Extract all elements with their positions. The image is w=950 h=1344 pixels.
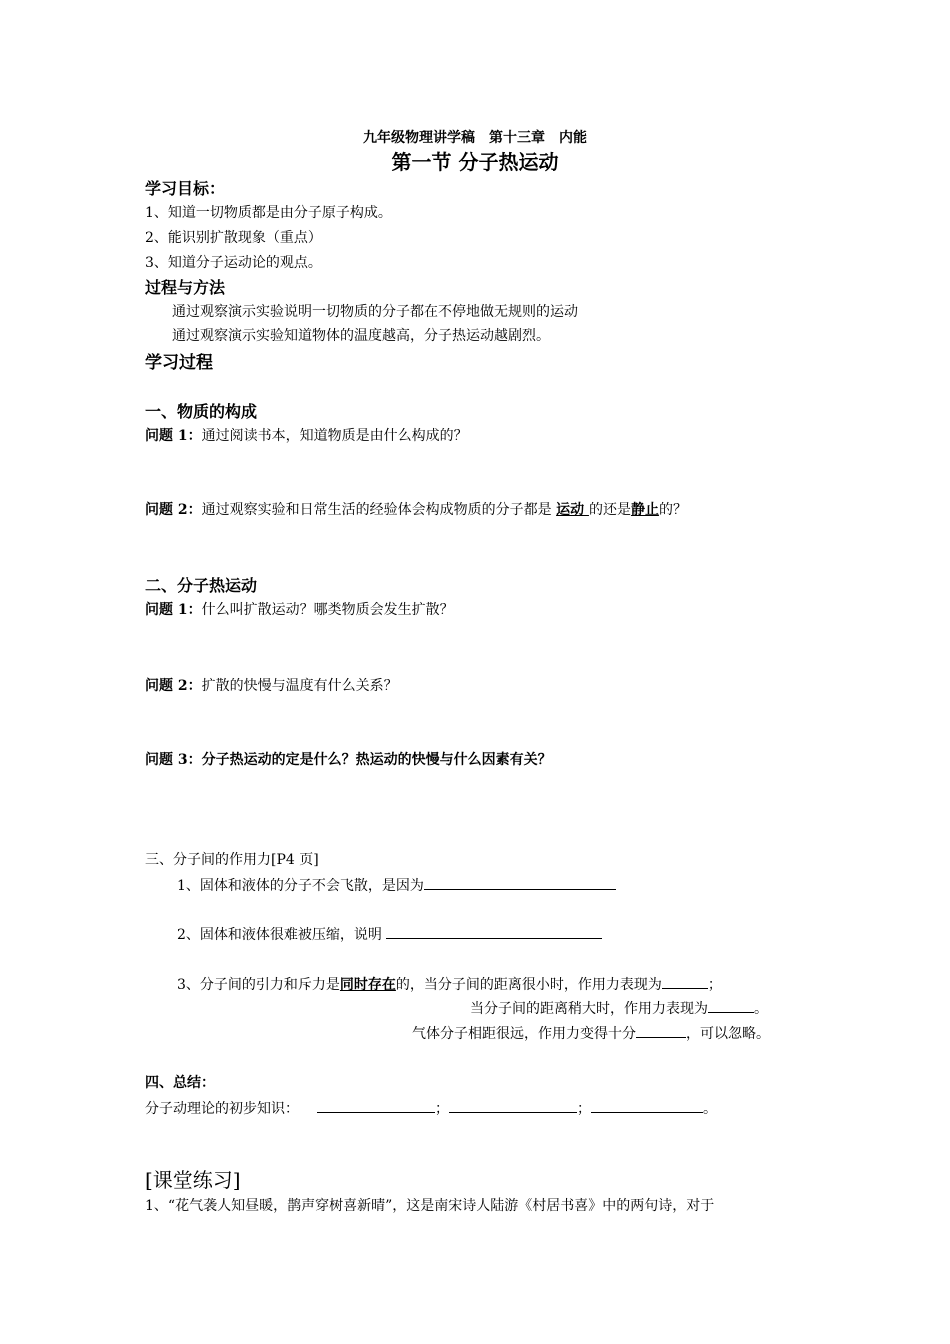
- answer-blank[interactable]: [449, 1098, 577, 1113]
- item-text: 1、固体和液体的分子不会飞散，是因为: [177, 878, 424, 894]
- objective-item: 3、知道分子运动论的观点。: [145, 255, 322, 271]
- answer-blank[interactable]: [662, 974, 708, 989]
- practice-item1: 1、“花气袭人知昼暖，鹊声穿树喜新晴”，这是南宋诗人陆游《村居书喜》中的两句诗，对于: [145, 1198, 715, 1214]
- item-text: ，可以忽略。: [686, 1026, 770, 1042]
- process-heading: 学习过程: [145, 353, 213, 373]
- item-text: 。: [754, 1001, 768, 1017]
- objective-item: 2、能识别扩散现象（重点）: [145, 230, 322, 246]
- section1-question2: [145, 500, 687, 520]
- section3-item2: [177, 924, 602, 945]
- answer-blank[interactable]: [708, 998, 754, 1013]
- item-text: 分子动理论的初步知识：: [145, 1101, 299, 1117]
- question-label: 问题 2：: [145, 502, 202, 518]
- question-label: 问题 1：: [145, 602, 202, 618]
- section2-question2: [145, 676, 398, 696]
- answer-blank[interactable]: [591, 1098, 703, 1113]
- section3-item3-line3: [412, 1023, 770, 1044]
- section4-summary: [145, 1098, 717, 1119]
- objectives-heading: 学习目标：: [145, 179, 226, 198]
- section3-heading: 三、分子间的作用力[P4 页]: [145, 852, 319, 868]
- answer-static: 静止: [630, 502, 659, 518]
- item-text: 当分子间的距离稍大时，作用力表现为: [470, 1001, 708, 1017]
- question-text: 的？: [658, 502, 687, 518]
- question-text: 通过阅读书本，知道物质是由什么构成的？: [201, 428, 468, 444]
- section2-heading: 二、分子热运动: [145, 576, 258, 595]
- item-text: ；: [707, 977, 722, 993]
- question-text: 什么叫扩散运动？哪类物质会发生扩散？: [201, 602, 454, 618]
- question-text: 通过观察实验和日常生活的经验体会构成物质的分子都是: [201, 502, 557, 518]
- item-text: 的，当分子间的距离很小时，作用力表现为: [395, 977, 662, 993]
- section2-question3: 问题 3：分子热运动的定是什么？热运动的快慢与什么因素有关？: [145, 752, 552, 768]
- item-text: 。: [703, 1101, 717, 1117]
- practice-heading: [课堂练习]: [145, 1168, 241, 1192]
- section4-heading: 四、总结：: [145, 1075, 215, 1091]
- question-label: 问题 2：: [145, 678, 202, 694]
- answer-blank[interactable]: [636, 1023, 686, 1038]
- answer-blank[interactable]: [317, 1098, 435, 1113]
- method-item: 通过观察演示实验知道物体的温度越高，分子热运动越剧烈。: [172, 328, 550, 344]
- answer-blank[interactable]: [386, 924, 602, 939]
- item-text: ；: [577, 1101, 591, 1117]
- item-text: 气体分子相距很远，作用力变得十分: [412, 1026, 636, 1042]
- section1-heading: 一、物质的构成: [145, 402, 258, 421]
- answer-motion: 运动: [556, 502, 589, 518]
- item-text: 2、固体和液体很难被压缩，说明: [177, 927, 387, 943]
- doc-title: 第一节 分子热运动: [391, 150, 559, 174]
- answer-coexist: 同时存在: [339, 977, 396, 993]
- objective-item: 1、知道一切物质都是由分子原子构成。: [145, 205, 392, 221]
- doc-subtitle: 九年级物理讲学稿 第十三章 内能: [363, 130, 587, 146]
- item-text: ；: [435, 1101, 449, 1117]
- method-item: 通过观察演示实验说明一切物质的分子都在不停地做无规则的运动: [172, 304, 578, 320]
- question-text: 的还是: [588, 502, 631, 518]
- methods-heading: 过程与方法: [145, 278, 226, 297]
- section3-item3: [177, 974, 722, 995]
- section2-question1: [145, 600, 454, 620]
- question-label: 问题 1：: [145, 428, 202, 444]
- section1-question1: [145, 426, 468, 446]
- answer-blank[interactable]: [424, 875, 616, 890]
- section3-item1: [177, 875, 616, 896]
- question-text: 扩散的快慢与温度有什么关系？: [201, 678, 398, 694]
- section3-item3-line2: [470, 998, 768, 1019]
- item-text: 3、分子间的引力和斥力是: [177, 977, 340, 993]
